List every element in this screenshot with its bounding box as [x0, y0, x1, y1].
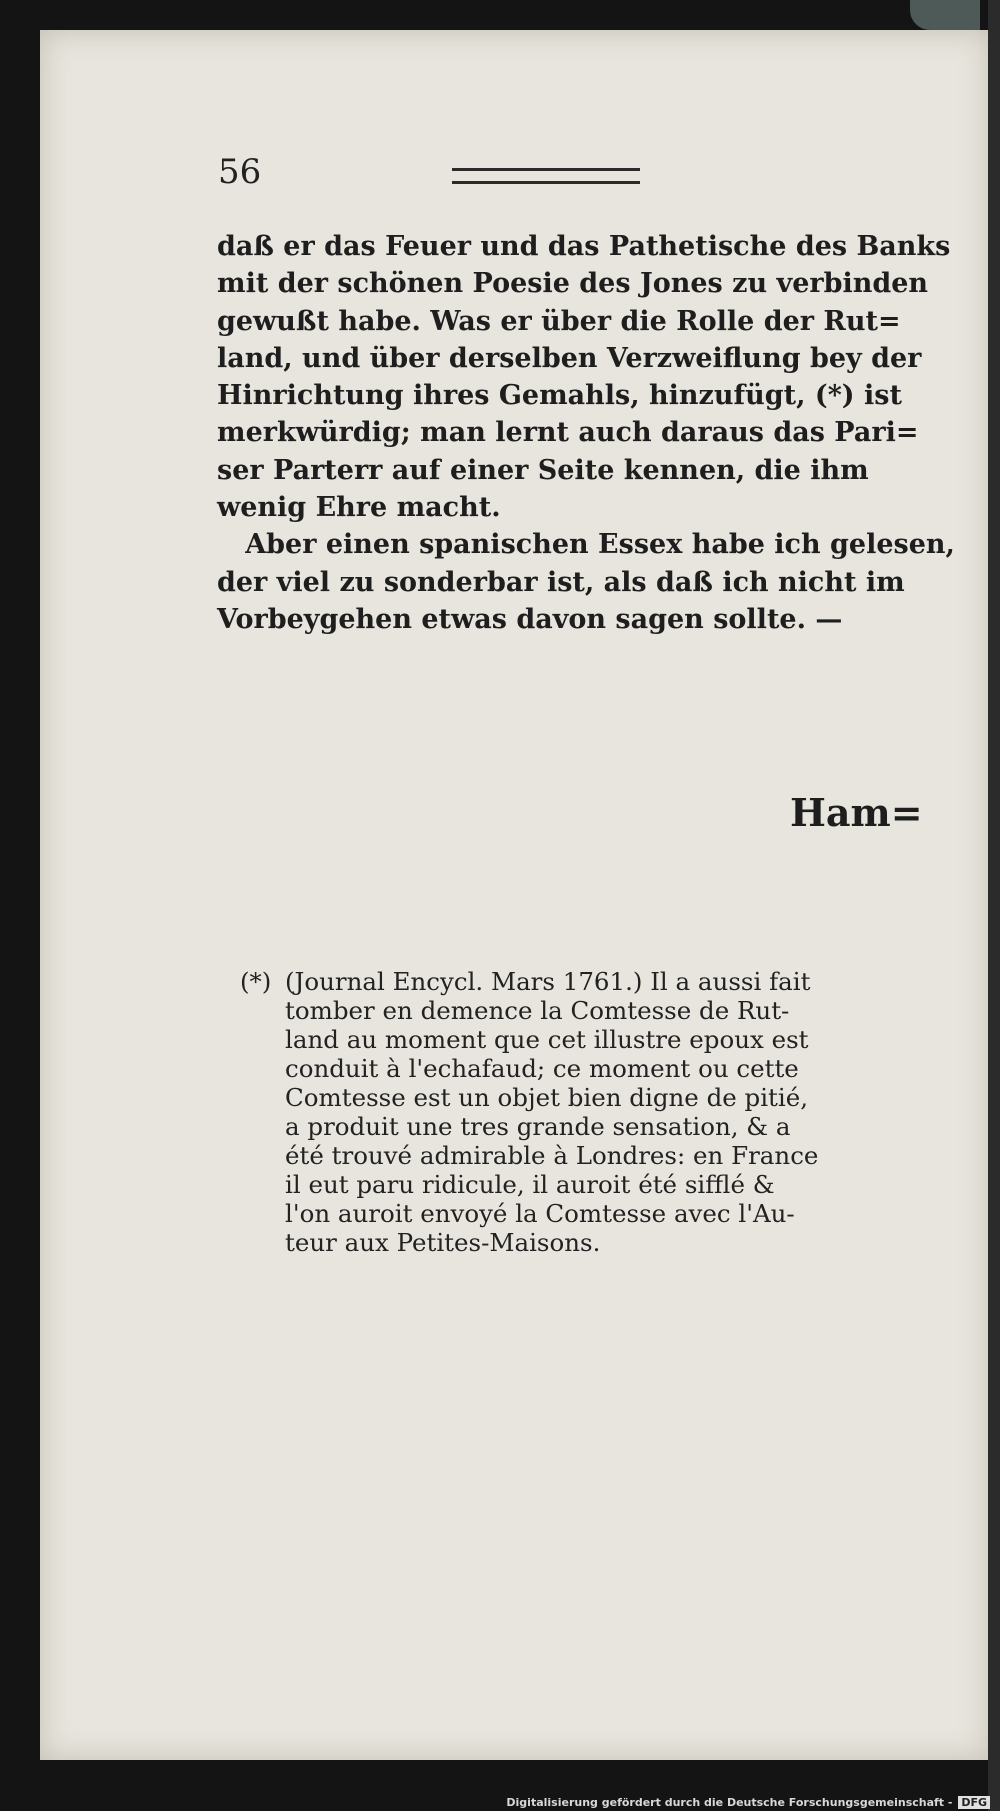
text-line: mit der schönen Poesie des Jones zu verbinden: [217, 268, 929, 300]
footnote-line: land au moment que cet illustre epoux est: [285, 1025, 809, 1054]
text-line: gewußt habe. Was er über die Rolle der Rut=: [217, 305, 901, 337]
footnote-line: tomber en demence la Comtesse de Rut-: [285, 996, 790, 1025]
digitization-credit: [506, 1796, 990, 1809]
footnote-line: (Journal Encycl. Mars 1761.) Il a aussi fait: [285, 967, 811, 996]
text-line: Aber einen spanischen Essex habe ich gelesen,: [217, 529, 955, 561]
bookmark-ribbon: [910, 0, 980, 30]
text-line: Hinrichtung ihres Gemahls, hinzufügt, (*) ist: [217, 380, 902, 412]
dfg-logo: DFG: [958, 1796, 990, 1809]
catchword: Ham=: [790, 790, 923, 835]
main-text: [217, 228, 955, 638]
footnote-line: Comtesse est un objet bien digne de pitié,: [285, 1083, 809, 1112]
text-line: der viel zu sonderbar ist, als daß ich nicht im: [217, 566, 905, 598]
scan-edge: [988, 0, 1000, 1811]
credit-text: Digitalisierung gefördert durch die Deutsche Forschungsgemeinschaft -: [506, 1796, 953, 1809]
text-line: ser Parterr auf einer Seite kennen, die ihm: [217, 454, 869, 486]
text-line: land, und über derselben Verzweiflung bey der: [217, 342, 922, 374]
footnote-line: conduit à l'echafaud; ce moment ou cette: [285, 1054, 799, 1083]
text-line: merkwürdig; man lernt auch daraus das Pari=: [217, 417, 919, 449]
footnote: [240, 967, 905, 1257]
footnote-line: teur aux Petites-Maisons.: [285, 1228, 601, 1257]
text-line: wenig Ehre macht.: [217, 492, 501, 524]
footnote-line: l'on auroit envoyé la Comtesse avec l'Au-: [285, 1199, 795, 1228]
footnote-mark: (*): [240, 967, 272, 996]
footnote-line: été trouvé admirable à Londres: en France: [285, 1141, 819, 1170]
footnote-line: il eut paru ridicule, il auroit été sifflé &: [285, 1170, 775, 1199]
footnote-line: a produit une tres grande sensation, & a: [285, 1112, 791, 1141]
page-number: 56: [218, 152, 262, 192]
header-rule: [452, 168, 640, 184]
text-line: Vorbeygehen etwas davon sagen sollte. —: [217, 603, 843, 635]
text-line: daß er das Feuer und das Pathetische des Banks: [217, 231, 951, 262]
